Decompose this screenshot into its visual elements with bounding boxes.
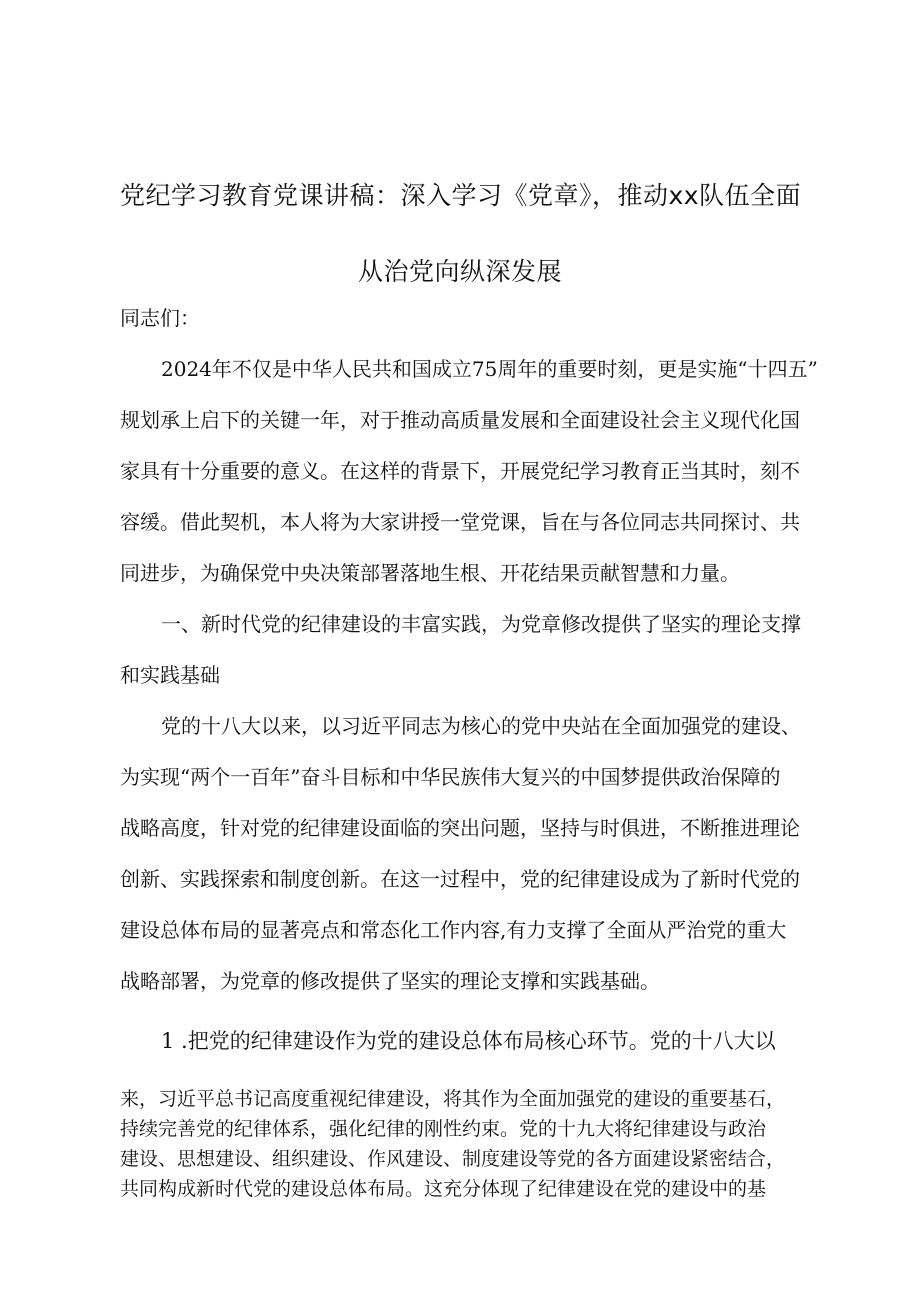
paragraph-line: 党的十八大以来，以习近平同志为核心的党中央站在全面加强党的建设、 [161,714,801,738]
paragraph-line: 建设总体布局的显著亮点和常态化工作内容,有力支撑了全面从严治党的重大 [120,918,787,942]
paragraph-line: 创新、实践探索和制度创新。在这一过程中，党的纪律建设成为了新时代党的 [120,867,800,891]
paragraph-line: 容缓。借此契机，本人将为大家讲授一堂党课，旨在与各位同志共同探讨、共 [120,510,800,534]
paragraph-line: 战略高度，针对党的纪律建设面临的突出问题，坚持与时俱进，不断推进理论 [120,816,800,840]
numbered-item-line: 1 .把党的纪律建设作为党的建设总体布局核心环节。党的十八大以 [161,1029,776,1053]
paragraph-line: 建设、思想建设、组织建设、作风建设、制度建设等党的各方面建设紧密结合， [120,1148,786,1170]
greeting: 同志们： [120,306,200,330]
document-title-line-2: 从治党向纵深发展 [357,257,562,286]
paragraph-line: 规划承上启下的关键一年，对于推动高质量发展和全面建设社会主义现代化国 [120,408,800,432]
paragraph-line: 2024年不仅是中华人民共和国成立75周年的重要时刻，更是实施“十四五” [161,357,818,381]
paragraph-line: 共同构成新时代党的建设总体布局。这充分体现了纪律建设在党的建设中的基 [120,1178,767,1200]
paragraph-line: 持续完善党的纪律体系，强化纪律的刚性约束。党的十九大将纪律建设与政治 [120,1118,767,1140]
paragraph-line: 同进步，为确保党中央决策部署落地生根、开花结果贡献智慧和力量。 [120,561,740,585]
paragraph-line: 来，习近平总书记高度重视纪律建设，将其作为全面加强党的建设的重要基石， [120,1088,786,1110]
paragraph-line: 家具有十分重要的意义。在这样的背景下，开展党纪学习教育正当其时，刻不 [120,459,800,483]
section-heading-line: 一、新时代党的纪律建设的丰富实践，为党章修改提供了坚实的理论支撑 [161,612,801,636]
section-heading-line: 和实践基础 [120,663,220,687]
paragraph-line: 为实现“两个一百年”奋斗目标和中华民族伟大复兴的中国梦提供政治保障的 [120,765,781,789]
paragraph-line: 战略部署，为党章的修改提供了坚实的理论支撑和实践基础。 [120,969,660,993]
document-title-line-1: 党纪学习教育党课讲稿：深入学习《党章》，推动xx队伍全面 [120,181,802,210]
